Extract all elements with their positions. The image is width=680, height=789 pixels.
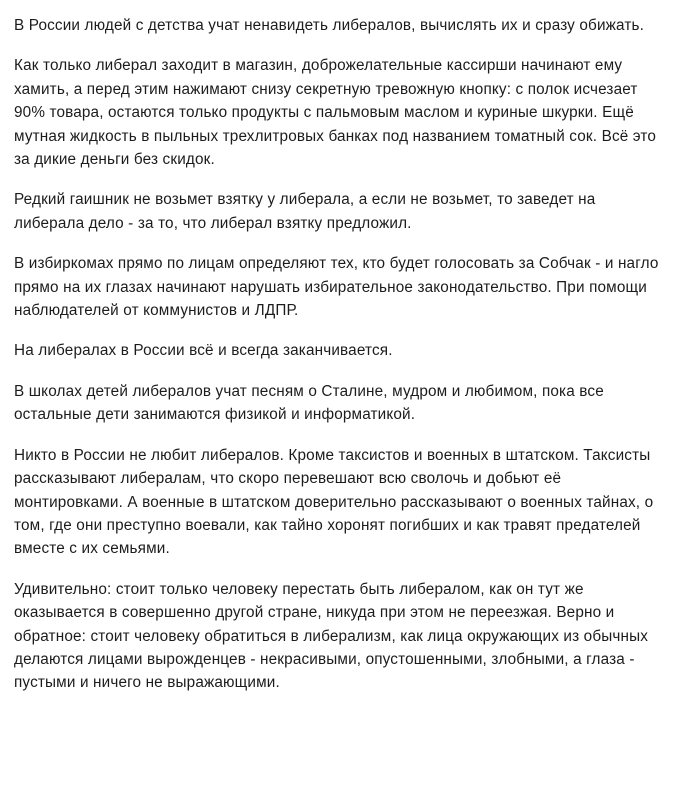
paragraph: В избиркомах прямо по лицам определяют тех, кто будет голосовать за Собчак - и нагло прямо на их глазах начинают нарушать избирательное законодательство. При помощи наблюдателей от коммунистов и ЛДПР. xyxy=(14,255,659,320)
paragraph: В школах детей либералов учат песням о Сталине, мудром и любимом, пока все остальные дети занимаются физикой и информатикой. xyxy=(14,382,604,424)
paragraph: На либералах в России всё и всегда заканчивается. xyxy=(14,342,393,360)
paragraph: Редкий гаишник не возьмет взятку у либерала, а если не возьмет, то заведет на либерала дело - за то, что либерал взятку предложил. xyxy=(14,191,596,232)
paragraph: В России людей с детства учат ненавидеть либералов, вычислять их и сразу обижать. xyxy=(14,17,645,34)
paragraph: Как только либерал заходит в магазин, доброжелательные кассирши начинают ему хамить, а перед этим нажимают снизу секретную тревожную кнопку: с полок исчезает 90% товара, остаются только продукты с пальмовым маслом и куриные шкурки. Ещё мутная жидкость в пыльных трехлитровых банках под названием томатный сок. Всё это за дикие деньги без скидок. xyxy=(14,57,657,169)
paragraph: Удивительно: стоит только человеку перестать быть либералом, как он тут же оказывается в совершенно другой стране, никуда при этом не переезжая. Верно и обратное: стоит человеку обратиться в либерализм, как лица окружающих из обычных делаются лицами вырожденцев - некрасивыми, опустошенными, злобными, а глаза - пустыми и ничего не выражающими. xyxy=(14,580,649,692)
paragraph: Никто в России не любит либералов. Кроме таксистов и военных в штатском. Таксисты рассказывают либералам, что скоро перевешают всю сволочь и добьют её монтировками. А военные в штатском доверительно рассказывают о военных тайнах, о том, где они преступно воевали, как тайно хоронят погибших и как травят предателей вместе с их семьями. xyxy=(14,446,654,558)
